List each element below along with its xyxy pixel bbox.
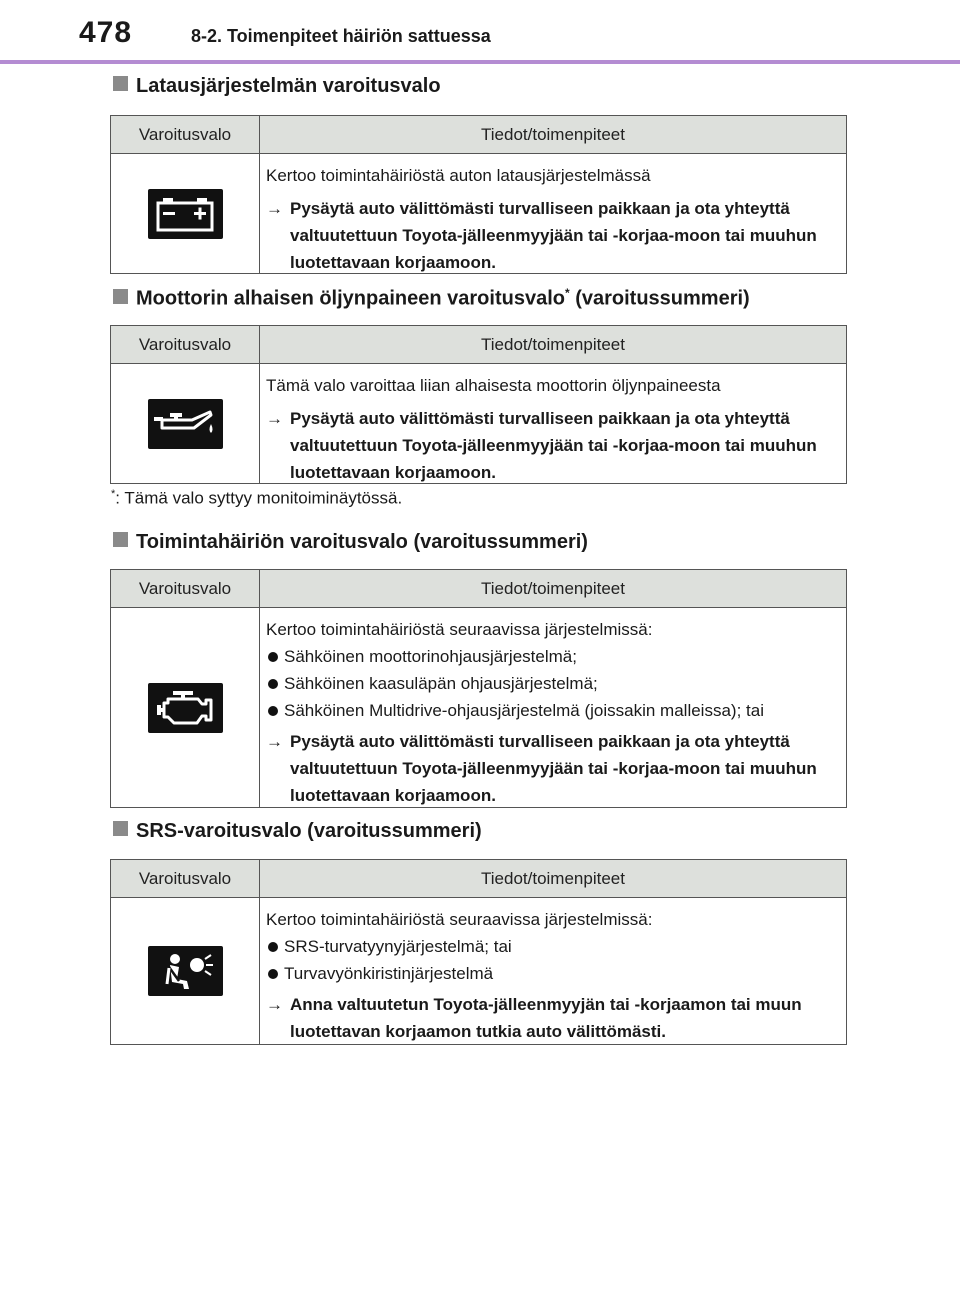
- bullet-icon: [268, 679, 278, 689]
- info-cell: [260, 154, 846, 273]
- column-header-light: Varoitusvalo: [111, 116, 260, 153]
- action-text: Anna valtuutetun Toyota-jälleenmyyjän tai -korjaamon tai muun luotettavan korjaamon tutkia auto välittömästi.: [290, 995, 802, 1041]
- warning-table-malfunction: [110, 569, 847, 808]
- action-item: [266, 991, 842, 1045]
- column-header-info: Tiedot/toimenpiteet: [481, 124, 625, 144]
- warning-table-charging: [110, 115, 847, 274]
- action-item: [266, 728, 842, 809]
- column-header-light: Varoitusvalo: [111, 570, 260, 607]
- oil-can-icon: [148, 399, 223, 449]
- header-rule: [0, 60, 960, 64]
- list-item: Sähköinen kaasuläpän ohjausjärjestelmä;: [266, 670, 842, 697]
- list-item: Sähköinen moottorinohjausjärjestelmä;: [266, 643, 842, 670]
- section-heading-srs: SRS-varoitusvalo (varoitussummeri): [113, 820, 482, 843]
- table-header-row: [111, 116, 846, 154]
- table-header-row: [111, 860, 846, 898]
- bullet-icon: [268, 969, 278, 979]
- description: Kertoo toimintahäiriöstä auton latausjärjestelmässä: [266, 166, 651, 185]
- section-heading-oil-pressure: Moottorin alhaisen öljynpaineen varoitusvalo* (varoitussummeri): [113, 286, 750, 311]
- action-item: [266, 195, 842, 276]
- list-item: SRS-turvatyynyjärjestelmä; tai: [266, 933, 842, 960]
- list-item: Turvavyönkiristinjärjestelmä: [266, 960, 842, 987]
- action-text: Pysäytä auto välittömästi turvalliseen paikkaan ja ota yhteyttä valtuutettuun Toyota-jälleenmyyjään tai -korjaa-moon tai muuhun luotettavaan korjaamoon.: [290, 732, 817, 805]
- action-text: Pysäytä auto välittömästi turvalliseen paikkaan ja ota yhteyttä valtuutettuun Toyota-jälleenmyyjään tai -korjaa-moon tai muuhun luotettavaan korjaamoon.: [290, 409, 817, 482]
- table-header-row: [111, 326, 846, 364]
- arrow-icon: →: [266, 409, 283, 428]
- engine-icon: [148, 683, 223, 733]
- info-cell: [260, 608, 846, 807]
- description: Kertoo toimintahäiriöstä seuraavissa järjestelmissä:: [266, 620, 653, 639]
- icon-cell: [111, 608, 260, 807]
- bullet-icon: [268, 652, 278, 662]
- action-text: Pysäytä auto välittömästi turvalliseen paikkaan ja ota yhteyttä valtuutettuun Toyota-jälleenmyyjään tai -korjaa-moon tai muuhun luotettavaan korjaamoon.: [290, 199, 817, 272]
- column-header-info: Tiedot/toimenpiteet: [481, 334, 625, 354]
- section-title: 8-2. Toimenpiteet häiriön sattuessa: [191, 26, 491, 46]
- bullet-icon: [268, 942, 278, 952]
- column-header-info: Tiedot/toimenpiteet: [481, 868, 625, 888]
- warning-table-srs: [110, 859, 847, 1045]
- arrow-icon: →: [266, 995, 283, 1014]
- footnote: *: Tämä valo syttyy monitoiminäytössä.: [111, 488, 403, 508]
- section-heading-malfunction: Toimintahäiriön varoitusvalo (varoitussummeri): [113, 531, 588, 554]
- list-item: Sähköinen Multidrive-ohjausjärjestelmä (joissakin malleissa); tai: [266, 697, 842, 724]
- warning-table-oil-pressure: [110, 325, 847, 484]
- table-row: [111, 364, 846, 483]
- info-cell: [260, 364, 846, 483]
- heading-square-icon: [113, 821, 128, 836]
- info-cell: [260, 898, 846, 1044]
- heading-square-icon: [113, 76, 128, 91]
- table-row: [111, 608, 846, 807]
- page-number: 478: [79, 16, 133, 49]
- section-heading-charging: Latausjärjestelmän varoitusvalo: [113, 75, 441, 98]
- icon-cell: [111, 154, 260, 273]
- column-header-info: Tiedot/toimenpiteet: [481, 578, 625, 598]
- column-header-light: Varoitusvalo: [111, 860, 260, 897]
- heading-square-icon: [113, 532, 128, 547]
- table-row: [111, 898, 846, 1044]
- description: Kertoo toimintahäiriöstä seuraavissa järjestelmissä:: [266, 910, 653, 929]
- page-header: [0, 0, 960, 64]
- icon-cell: [111, 364, 260, 483]
- battery-icon: [148, 189, 223, 239]
- bullet-icon: [268, 706, 278, 716]
- arrow-icon: →: [266, 732, 283, 751]
- airbag-icon: [148, 946, 223, 996]
- table-row: [111, 154, 846, 273]
- heading-square-icon: [113, 289, 128, 304]
- table-header-row: [111, 570, 846, 608]
- action-item: [266, 405, 842, 486]
- column-header-light: Varoitusvalo: [111, 326, 260, 363]
- description: Tämä valo varoittaa liian alhaisesta moottorin öljynpaineesta: [266, 376, 721, 395]
- arrow-icon: →: [266, 199, 283, 218]
- icon-cell: [111, 898, 260, 1044]
